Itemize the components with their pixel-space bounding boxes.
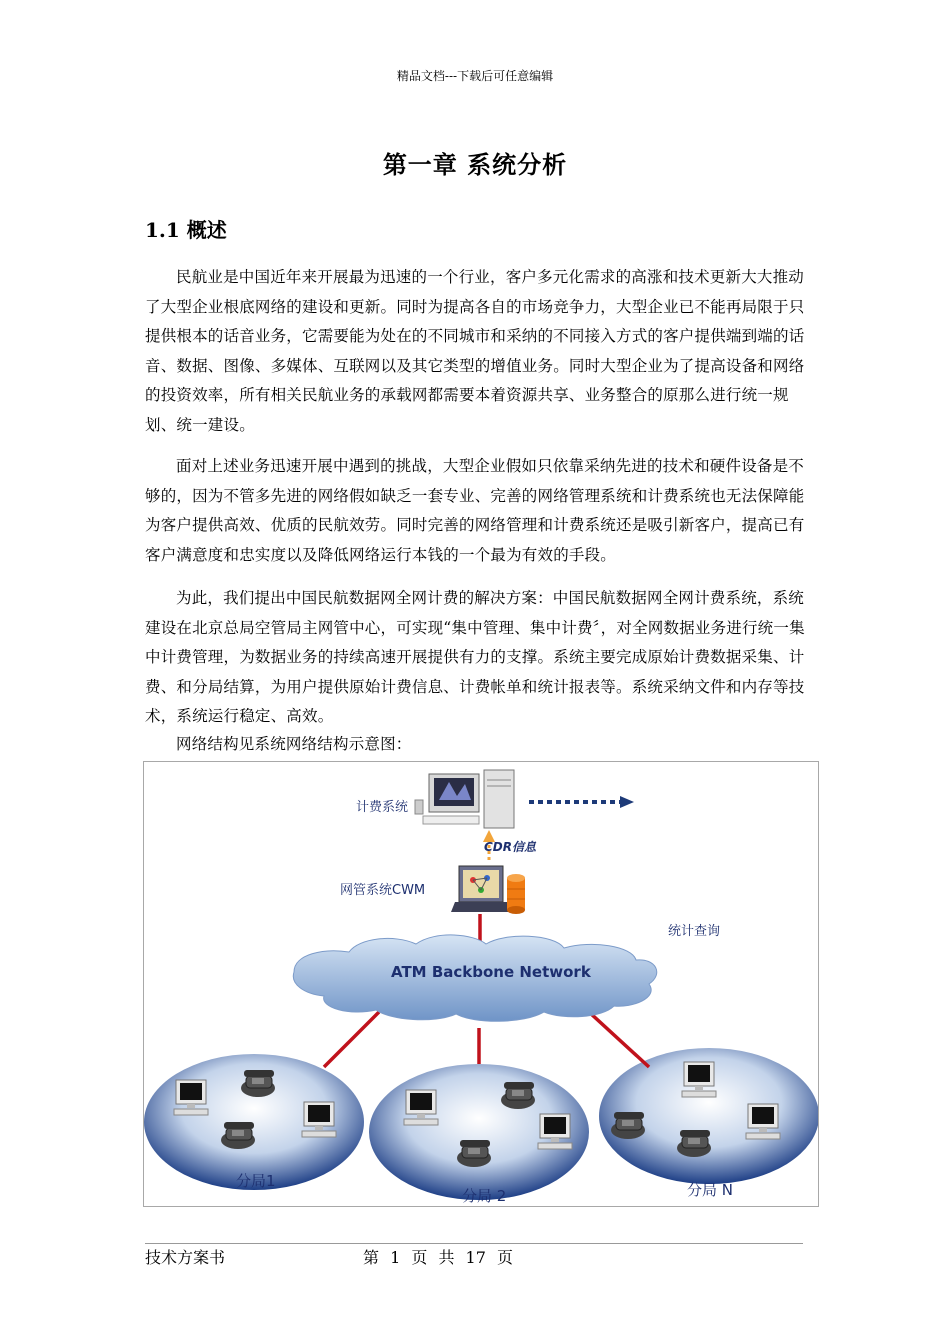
billing-system-label: 计费系统 xyxy=(356,800,409,815)
footer-divider xyxy=(145,1243,803,1244)
billing-computer xyxy=(415,770,514,828)
paragraph-3: 为此，我们提出中国民航数据网全网计费的解决方案：中国民航数据网全网计费系统，系统建设在北京总局空管局主网管中心，可实现“集中管理、集中计费〞，对全网数据业务进行统一集中计费管理，为数据业务的持续高速开展提供有力的支撑。系统主要完成原始计费数据采集、计费、和分局结算，为用户提供原始计费信息、计费帐单和统计报表等。系统采纳文件和内存等技术，系统运行稳定、高效。 xyxy=(145,589,805,725)
link-branch-1 xyxy=(324,1012,379,1067)
footer-doc-name: 技术方案书 xyxy=(145,1248,226,1267)
atm-backbone-label: ATM Backbone Network xyxy=(391,963,591,981)
branch-1-phone-1 xyxy=(241,1070,275,1097)
network-diagram-graphic xyxy=(144,762,818,1206)
footer-page-info: 第 1 页 共 17 页 xyxy=(363,1248,513,1267)
branch-n-pc-1 xyxy=(682,1062,716,1097)
paragraph-1: 民航业是中国近年来开展最为迅速的一个行业，客户多元化需求的高涨和技术更新大大推动了大型企业根底网络的建设和更新。同时为提高各自的市场竞争力，大型企业已不能再局限于只提供根本的话音业务，它需要能为处在的不同城市和采纳的不同接入方式的客户提供端到端的话音、数据、图像、多媒体、互联网以及其它类型的增值业务。同时大型企业为了提高设备和网络的投资效率，所有相关民航业务的承载网都需要本着资源共享、业务整合的原那么进行统一规划、统一建设。 xyxy=(145,268,805,434)
branch-n-label: 分局 N xyxy=(687,1181,733,1199)
branch-1-pc-1 xyxy=(174,1080,208,1115)
branch-n-pc-2 xyxy=(746,1104,780,1139)
cdr-info-label: CDR信息 xyxy=(484,840,537,854)
nms-laptop xyxy=(451,866,511,912)
header-note: 精品文档---下载后可任意编辑 xyxy=(396,69,554,83)
section-title: 1.1 概述 xyxy=(145,218,227,242)
nms-label: 网管系统CWM xyxy=(340,883,426,898)
branch-1-label: 分局1 xyxy=(236,1172,276,1190)
network-diagram xyxy=(143,761,819,1207)
nms-database xyxy=(507,874,525,914)
export-arrow-head xyxy=(620,796,634,808)
paragraph-2: 面对上述业务迅速开展中遇到的挑战，大型企业假如只依靠采纳先进的技术和硬件设备是不够的，因为不管多先进的网络假如缺乏一套专业、完善的网络管理系统和计费系统也无法保障能为客户提供高效、优质的民航效劳。同时完善的网络管理和计费系统还是吸引新客户，提高已有客户满意度和忠实度以及降低网络运行本钱的一个最为有效的手段。 xyxy=(145,457,805,564)
branch-2-pc-2 xyxy=(538,1114,572,1149)
link-branch-n xyxy=(589,1012,649,1067)
branch-2-pc-1 xyxy=(404,1090,438,1125)
stats-query-label: 统计查询 xyxy=(668,924,721,939)
branch-2-phone-2 xyxy=(457,1140,491,1167)
branch-2-label: 分局 2 xyxy=(462,1187,507,1205)
branch-1-pc-2 xyxy=(302,1102,336,1137)
branch-2-phone-1 xyxy=(501,1082,535,1109)
chapter-title: 第一章 系统分析 xyxy=(382,150,568,179)
branch-n-phone-2 xyxy=(677,1130,711,1157)
branch-1-phone-2 xyxy=(221,1122,255,1149)
paragraph-4: 网络结构见系统网络结构示意图： xyxy=(176,735,412,753)
branch-n-phone-1 xyxy=(611,1112,645,1139)
